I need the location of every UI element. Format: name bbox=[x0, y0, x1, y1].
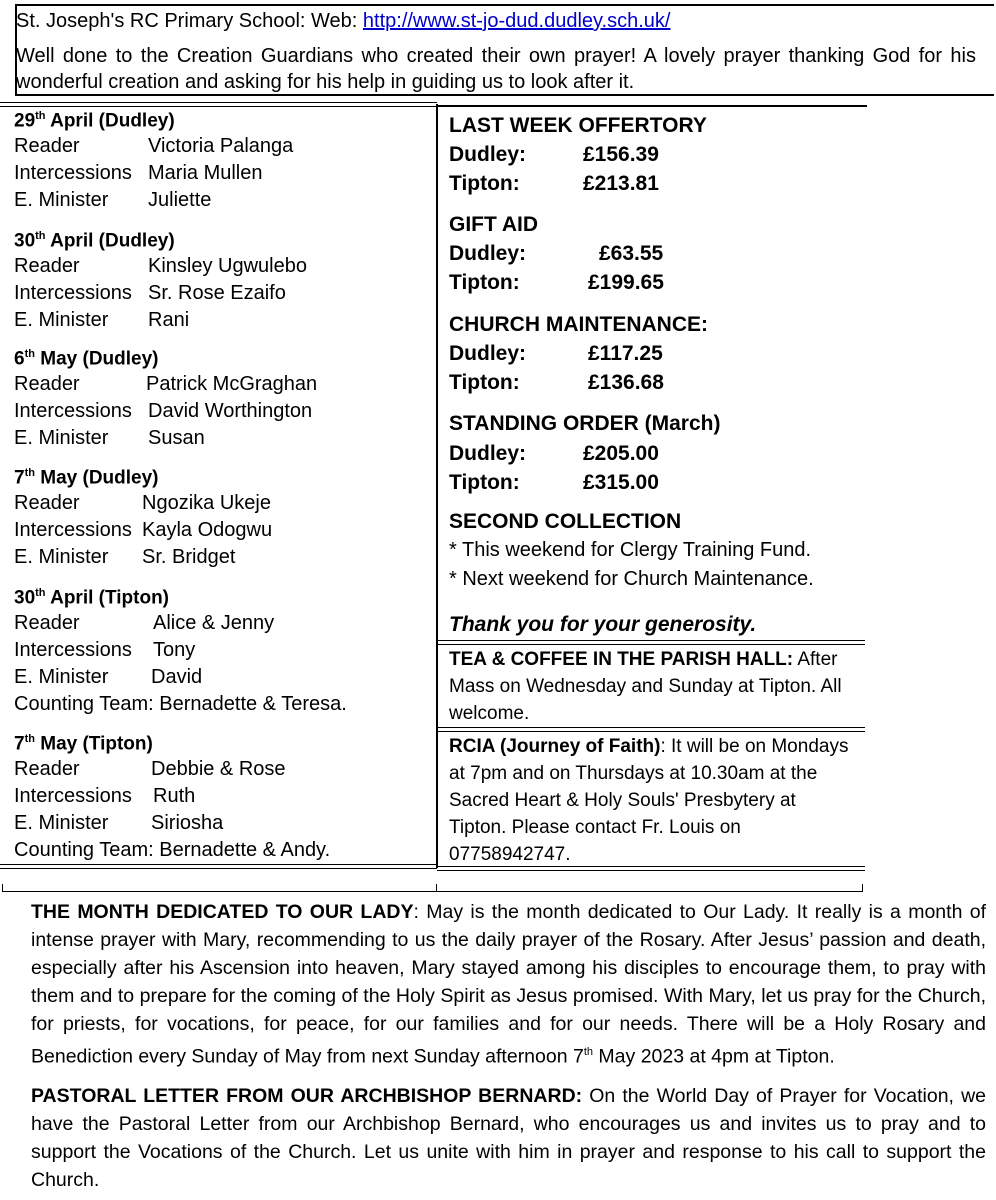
rcia-text-1: : It will be on Mondays bbox=[660, 736, 849, 757]
rota-person: Sr. Bridget bbox=[142, 546, 236, 568]
offertory-tipton-amount: £213.81 bbox=[583, 172, 659, 195]
rota-day: 7 bbox=[14, 733, 25, 755]
right-top-rule bbox=[437, 105, 867, 107]
rota-person: Alice & Jenny bbox=[153, 612, 275, 634]
month-text-1: : May is the month dedicated to Our Lady. It really is a month of bbox=[413, 901, 986, 923]
standing-order-dudley-label: Dudley: bbox=[449, 442, 527, 465]
tea-coffee-text-1: After bbox=[793, 649, 838, 670]
rota-role: E. Minister bbox=[14, 427, 109, 449]
rota-day-suffix: th bbox=[24, 733, 35, 745]
tea-coffee-text-3: welcome. bbox=[449, 703, 530, 724]
creation-line-1: Well done to the Creation Guardians who created their own prayer! A lovely prayer thanking God for his bbox=[16, 45, 976, 67]
rota-role: E. Minister bbox=[14, 666, 109, 688]
pastoral-letter bbox=[31, 1082, 986, 1194]
month-text-6: Benediction every Sunday of May from next Sunday afternoon 7 bbox=[31, 1045, 584, 1068]
rota-date-heading bbox=[14, 733, 153, 755]
rota-date-rest: April (Tipton) bbox=[45, 587, 170, 609]
rota-date-rest: May (Dudley) bbox=[34, 467, 159, 489]
rcia-text-3: Sacred Heart & Holy Souls' Presbytery at bbox=[449, 790, 796, 811]
rota-role: E. Minister bbox=[14, 309, 109, 331]
rcia-text-4: Tipton. Please contact Fr. Louis on bbox=[449, 817, 741, 838]
rota-person: Ruth bbox=[153, 785, 196, 807]
rota-role: Intercessions bbox=[14, 400, 132, 422]
rota-role: Reader bbox=[14, 612, 80, 634]
rota-day-suffix: th bbox=[35, 587, 46, 599]
rcia-title: RCIA (Journey of Faith) bbox=[449, 736, 661, 757]
gift-aid-tipton-amount: £199.65 bbox=[588, 271, 664, 294]
rota-date-rest: May (Dudley) bbox=[34, 348, 159, 370]
pastoral-text-1: On the World Day of Prayer for Vocation, we bbox=[582, 1085, 986, 1107]
gift-aid-tipton-label: Tipton: bbox=[449, 271, 520, 294]
standing-order-title: STANDING ORDER (March) bbox=[449, 412, 721, 435]
offertory-title: LAST WEEK OFFERTORY bbox=[449, 114, 707, 137]
rota-date-heading bbox=[14, 348, 159, 370]
rota-role: Reader bbox=[14, 758, 80, 780]
rota-person: Juliette bbox=[148, 189, 212, 211]
rota-role: Intercessions bbox=[14, 639, 132, 661]
pastoral-text-4: Church. bbox=[31, 1169, 100, 1191]
month-text-2: intense prayer with Mary, recommending to us the daily prayer of the Rosary. After Jesus’ passion and death, bbox=[31, 929, 986, 951]
rota-role: Reader bbox=[14, 373, 80, 395]
school-web-line bbox=[16, 10, 670, 33]
standing-order-tipton-amount: £315.00 bbox=[583, 471, 659, 494]
maintenance-dudley-label: Dudley: bbox=[449, 342, 527, 365]
rota-date-heading bbox=[14, 110, 175, 132]
rota-role: Intercessions bbox=[14, 519, 132, 541]
rcia-phone: 07758942747. bbox=[449, 844, 571, 865]
rota-day-suffix: th bbox=[35, 230, 46, 242]
second-collection-title: SECOND COLLECTION bbox=[449, 510, 682, 533]
maintenance-title: CHURCH MAINTENANCE: bbox=[449, 313, 708, 336]
rota-person: Kayla Odogwu bbox=[142, 519, 273, 541]
rota-day: 7 bbox=[14, 467, 25, 489]
month-text-6b: May 2023 at 4pm at Tipton. bbox=[593, 1045, 835, 1068]
right-bottom-rule bbox=[437, 866, 865, 871]
rota-role: Reader bbox=[14, 135, 80, 157]
rcia-text-2: at 7pm and on Thursdays at 10.30am at the bbox=[449, 763, 818, 784]
column-divider bbox=[436, 104, 438, 868]
rota-date-rest: May (Tipton) bbox=[34, 733, 153, 755]
tea-coffee-notice bbox=[449, 646, 859, 727]
creation-line-2: wonderful creation and asking for his help in guiding us to look after it. bbox=[16, 71, 635, 93]
bracket-line bbox=[2, 891, 863, 892]
rota-person: Ngozika Ukeje bbox=[142, 492, 271, 514]
rota-person: David bbox=[151, 666, 203, 688]
rota-role: Intercessions bbox=[14, 282, 132, 304]
gift-aid-dudley-amount: £63.55 bbox=[599, 242, 664, 265]
creation-guardians-notice bbox=[16, 43, 976, 95]
offertory-tipton-label: Tipton: bbox=[449, 172, 520, 195]
maintenance-tipton-amount: £136.68 bbox=[588, 371, 664, 394]
thank-you-note: Thank you for your generosity. bbox=[449, 613, 757, 636]
pastoral-text-3: support the Vocations of the Church. Let us unite with him in prayer and response to his call to support the bbox=[31, 1141, 986, 1163]
rota-person: Susan bbox=[148, 427, 205, 449]
month-text-6-sup: th bbox=[583, 1046, 594, 1058]
maintenance-tipton-label: Tipton: bbox=[449, 371, 520, 394]
rota-person: Debbie & Rose bbox=[151, 758, 286, 780]
rota-counting-team: Counting Team: Bernadette & Teresa. bbox=[14, 693, 347, 715]
standing-order-tipton-label: Tipton: bbox=[449, 471, 520, 494]
month-text-4: them and to prepare for the coming of the Holy Spirit as Jesus promised. With Mary, let us pray for the Church, bbox=[31, 985, 986, 1007]
rota-role: E. Minister bbox=[14, 189, 109, 211]
second-collection-next-weekend: * Next weekend for Church Maintenance. bbox=[449, 568, 814, 590]
rota-day-suffix: th bbox=[24, 348, 35, 360]
left-bottom-rule bbox=[0, 864, 437, 869]
rota-person: Kinsley Ugwulebo bbox=[148, 255, 307, 277]
rota-day: 29 bbox=[14, 110, 36, 132]
month-title: THE MONTH DEDICATED TO OUR LADY bbox=[31, 901, 414, 923]
rota-role: E. Minister bbox=[14, 812, 109, 834]
rota-person: Victoria Palanga bbox=[148, 135, 294, 157]
left-top-rule bbox=[0, 102, 437, 107]
tea-coffee-title: TEA & COFFEE IN THE PARISH HALL: bbox=[449, 649, 794, 670]
gift-aid-dudley-label: Dudley: bbox=[449, 242, 527, 265]
school-website-link[interactable]: http://www.st-jo-dud.dudley.sch.uk/ bbox=[362, 10, 671, 32]
rota-day: 30 bbox=[14, 587, 36, 609]
rota-day-suffix: th bbox=[35, 110, 46, 122]
month-text-5: for priests, for vocations, for peace, for our families and for our needs. There will be a Holy Rosary and bbox=[31, 1013, 986, 1035]
second-collection-this-weekend: * This weekend for Clergy Training Fund. bbox=[449, 539, 812, 561]
rota-role: Intercessions bbox=[14, 162, 132, 184]
offertory-dudley-amount: £156.39 bbox=[583, 143, 659, 166]
rota-person: Siriosha bbox=[151, 812, 224, 834]
offertory-dudley-label: Dudley: bbox=[449, 143, 527, 166]
school-label: St. Joseph's RC Primary School: Web: bbox=[16, 10, 363, 32]
rota-person: Sr. Rose Ezaifo bbox=[148, 282, 286, 304]
rota-date-heading bbox=[14, 587, 169, 609]
gift-aid-title: GIFT AID bbox=[449, 213, 539, 236]
month-text-3: especially after his Ascension into heaven, Mary stayed among his disciples to encourage them, to pray with bbox=[31, 957, 986, 979]
rota-day-suffix: th bbox=[24, 467, 35, 479]
rota-date-heading bbox=[14, 467, 159, 489]
rota-counting-team: Counting Team: Bernadette & Andy. bbox=[14, 839, 331, 861]
standing-order-dudley-amount: £205.00 bbox=[583, 442, 659, 465]
rota-person: Patrick McGraghan bbox=[146, 373, 318, 395]
rota-person: Maria Mullen bbox=[148, 162, 263, 184]
rota-date-rest: April (Dudley) bbox=[45, 230, 175, 252]
rota-person: Tony bbox=[153, 639, 196, 661]
rota-role: E. Minister bbox=[14, 546, 109, 568]
maintenance-dudley-amount: £117.25 bbox=[588, 342, 663, 365]
rota-date-rest: April (Dudley) bbox=[45, 110, 175, 132]
rota-day: 6 bbox=[14, 348, 25, 370]
rcia-notice bbox=[449, 733, 859, 868]
rota-role: Reader bbox=[14, 492, 80, 514]
pastoral-title: PASTORAL LETTER FROM OUR ARCHBISHOP BERNARD: bbox=[31, 1085, 583, 1107]
month-of-our-lady bbox=[31, 898, 986, 1071]
thanks-rule bbox=[437, 640, 865, 645]
rota-person: Rani bbox=[148, 309, 190, 331]
pastoral-text-2: have the Pastoral Letter from our Archbishop Bernard, who encourages us and invites us to pray and to bbox=[31, 1113, 986, 1135]
rota-role: Intercessions bbox=[14, 785, 132, 807]
tea-coffee-text-2: Mass on Wednesday and Sunday at Tipton. All bbox=[449, 676, 842, 697]
rota-date-heading bbox=[14, 230, 175, 252]
rota-role: Reader bbox=[14, 255, 80, 277]
rota-person: David Worthington bbox=[148, 400, 313, 422]
tea-rule bbox=[437, 727, 865, 732]
rota-day: 30 bbox=[14, 230, 36, 252]
